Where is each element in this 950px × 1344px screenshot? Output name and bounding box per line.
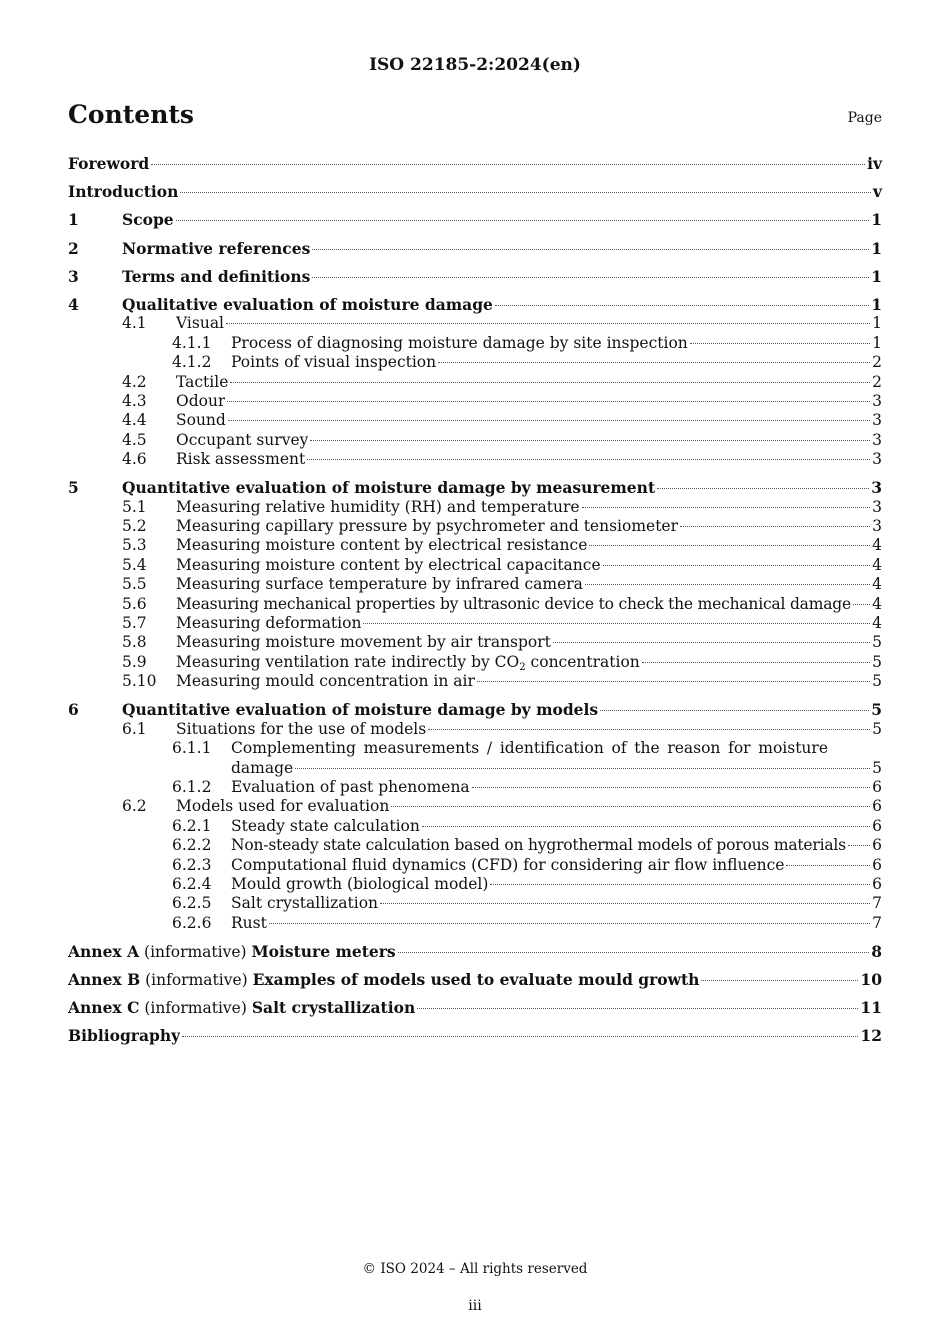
toc-entry-2[interactable] [68,239,882,258]
toc-title: Foreword [68,154,150,173]
toc-leader [312,277,869,278]
toc-leader [603,565,870,566]
toc-leader [585,584,870,585]
toc-leader [422,826,870,827]
toc-entry-introduction[interactable] [68,182,882,201]
toc-page: 4 [872,594,882,613]
toc-page: 4 [872,555,882,574]
toc-number: 2 [68,238,79,258]
annex-label: Annex B [68,970,141,990]
toc-number: 6.2 [122,797,147,816]
toc-page: 4 [872,575,882,594]
toc-number: 5.10 [122,672,157,691]
toc-number: 1 [68,210,79,230]
toc-page: 5 [872,672,882,691]
toc-title: Odour [176,391,226,410]
toc-page: 3 [872,450,882,469]
toc-entry-6-2-1[interactable] [68,817,882,836]
toc-page: 1 [871,210,882,230]
toc-title: Measuring moisture content by electrical resistance [176,536,588,555]
toc-title: Measuring mechanical properties by ultrasonic device to check the mechanical damage [176,594,851,613]
toc-title: Models used for evaluation [176,797,390,816]
toc-title: Salt crystallization [251,998,416,1018]
toc-leader [786,865,870,866]
toc-entry-6-2-3[interactable] [68,856,882,875]
toc-title: Risk assessment [176,450,306,469]
toc-page: v [872,182,882,202]
toc-number: 6.2.1 [172,816,212,835]
toc-title-part: concentration [525,652,640,671]
toc-leader [477,681,870,682]
toc-entry-4[interactable] [68,295,882,314]
toc-title: Salt crystallization [231,894,379,913]
toc-leader [490,884,870,885]
toc-leader [600,710,869,711]
toc-entry-5-5[interactable] [68,575,882,594]
toc-number: 5.6 [122,594,147,613]
toc-page: 5 [872,652,882,671]
toc-entry-5-1[interactable] [68,498,882,517]
toc-entry-5-8[interactable] [68,633,882,652]
toc-number: 4.1.1 [172,333,212,352]
toc-page: 1 [872,314,882,333]
toc-page: 5 [872,758,882,777]
toc-number: 5.3 [122,536,147,555]
toc-leader [657,488,869,489]
toc-page: 1 [871,294,882,314]
toc-leader [182,1036,858,1037]
toc-page: 7 [872,894,882,913]
toc-entry-4-1[interactable] [68,314,882,333]
toc-entry-5[interactable] [68,478,882,497]
toc-number: 5.1 [122,497,147,516]
toc-leader [226,323,870,324]
toc-entry-5-3[interactable] [68,536,882,555]
toc-entry-annex-b[interactable] [68,970,882,989]
toc-title: Scope [122,210,174,230]
toc-leader [391,806,870,807]
toc-number: 4.5 [122,430,147,449]
toc-title: Quantitative evaluation of moisture damage by measurement [122,478,656,498]
toc-entry-4-5[interactable] [68,431,882,450]
toc-entry-annex-a[interactable] [68,942,882,961]
toc-page: iv [867,154,882,173]
toc-entry-6-2-5[interactable] [68,894,882,913]
toc-entry-5-10[interactable] [68,672,882,691]
toc-title: Points of visual inspection [231,353,437,372]
toc-title: Situations for the use of models [176,719,427,738]
toc-page: 5 [872,719,882,738]
toc-page: 2 [872,353,882,372]
toc-page: 7 [872,913,882,932]
toc-entry-foreword[interactable] [68,154,882,173]
page-number: iii [468,1298,482,1314]
toc-page: 3 [872,391,882,410]
toc-leader [312,249,869,250]
toc-leader [180,192,871,193]
toc-leader [269,923,870,924]
toc-page: 6 [872,816,882,835]
toc-leader [398,952,870,953]
toc-number: 6.2.3 [172,855,212,874]
toc-page: 4 [872,536,882,555]
toc-entry-4-3[interactable] [68,392,882,411]
document-id-header: ISO 22185-2:2024(en) [369,55,581,75]
annex-label: Annex A [68,941,140,961]
toc-page: 3 [872,430,882,449]
toc-number: 5.9 [122,652,147,671]
toc-title: Measuring relative humidity (RH) and temperature [176,497,580,516]
toc-page: 10 [860,970,882,990]
copyright-footer: © ISO 2024 – All rights reserved [362,1261,588,1277]
co2-subscript: 2 [519,661,526,673]
toc-number: 5.8 [122,633,147,652]
toc-number: 6.2.6 [172,913,212,932]
toc-entry-5-7[interactable] [68,614,882,633]
toc-title: Steady state calculation [231,816,420,835]
toc-leader [380,903,870,904]
toc-leader [582,507,871,508]
toc-entry-5-6[interactable] [68,595,882,614]
toc-page: 3 [871,478,882,498]
toc-page: 5 [872,633,882,652]
toc-page: 3 [872,411,882,430]
toc-title: Moisture meters [251,941,396,961]
toc-number: 6 [68,700,79,720]
toc-page: 6 [872,836,882,855]
toc-entry-6-2[interactable] [68,797,882,816]
toc-leader [848,845,870,846]
toc-title: Measuring moisture movement by air transport [176,633,551,652]
toc-number: 5.5 [122,575,147,594]
toc-title: Evaluation of past phenomena [231,777,470,796]
toc-leader [438,362,870,363]
toc-leader [680,526,870,527]
annex-label: Annex C [68,998,140,1018]
annex-informative: (informative) [139,999,252,1018]
toc-title: Examples of models used to evaluate mould growth [252,970,700,990]
toc-leader [495,305,869,306]
toc-title-part: Measuring ventilation rate indirectly by CO [176,652,520,671]
toc-page: 6 [872,855,882,874]
toc-title: Measuring capillary pressure by psychrometer and tensiometer [176,517,679,536]
toc-title: Computational fluid dynamics (CFD) for considering air flow influence [231,855,785,874]
toc-number: 6.2.4 [172,874,212,893]
toc-page: 3 [872,517,882,536]
toc-title: Normative references [122,238,311,258]
toc-entry-4-4[interactable] [68,411,882,430]
toc-entry-5-2[interactable] [68,517,882,536]
toc-number: 4.1 [122,314,147,333]
toc-leader [176,220,870,221]
toc-leader [227,401,870,402]
toc-entry-6-2-4[interactable] [68,875,882,894]
toc-leader [310,440,870,441]
toc-number: 5 [68,478,79,498]
toc-leader [428,729,870,730]
toc-title: Qualitative evaluation of moisture damage [122,294,493,314]
toc-leader [417,1008,858,1009]
annex-informative: (informative) [140,971,253,990]
toc-page: 5 [871,700,882,720]
toc-title: Process of diagnosing moisture damage by site inspection [231,333,688,352]
page-column-label: Page [847,110,882,126]
toc-number: 6.1 [122,719,147,738]
toc-leader [553,642,870,643]
toc-leader [642,662,870,663]
toc-entry-3[interactable] [68,267,882,286]
toc-number: 6.2.5 [172,894,212,913]
toc-page: 8 [871,941,882,961]
toc-leader [690,343,870,344]
toc-leader [589,545,870,546]
toc-entry-annex-c[interactable] [68,998,882,1017]
toc-title: Visual [176,314,225,333]
toc-entry-bibliography[interactable] [68,1026,882,1045]
toc-leader [701,980,858,981]
toc-entry-4-1-1[interactable] [68,334,882,353]
toc-title: Sound [176,411,226,430]
toc-entry-6-2-6[interactable] [68,914,882,933]
toc-leader [472,787,870,788]
toc-page: 4 [872,613,882,632]
toc-entry-4-6[interactable] [68,450,882,469]
toc-entry-6-1-1[interactable] [68,739,882,778]
toc-number: 4.4 [122,411,147,430]
toc-leader [230,382,870,383]
toc-number: 6.1.2 [172,777,212,796]
toc-page: 6 [872,797,882,816]
toc-page: 3 [872,497,882,516]
toc-number: 4.2 [122,372,147,391]
toc-leader [853,604,870,605]
toc-title: Introduction [68,182,179,202]
toc-title: Measuring moisture content by electrical capacitance [176,555,601,574]
toc-leader [151,164,865,165]
toc-leader [363,623,870,624]
toc-number: 4.3 [122,391,147,410]
toc-title: Bibliography [68,1026,181,1046]
toc-entry-5-4[interactable] [68,556,882,575]
toc-title: Terms and definitions [122,266,311,286]
toc-page: 1 [871,266,882,286]
toc-number: 3 [68,266,79,286]
toc-leader [307,459,870,460]
toc-title: Quantitative evaluation of moisture damage by models [122,700,599,720]
toc-title: Non-steady state calculation based on hygrothermal models of porous materials [231,836,846,855]
toc-title: Occupant survey [176,430,309,449]
toc-page: 1 [872,333,882,352]
toc-title: Mould growth (biological model) [231,874,489,893]
toc-number: 5.4 [122,555,147,574]
toc-title-line2: damage [231,758,294,777]
toc-leader [295,768,870,769]
toc-page: 1 [871,238,882,258]
toc-number: 4 [68,294,79,314]
toc-page: 12 [860,1026,882,1046]
toc-number: 4.1.2 [172,353,212,372]
toc-entry-4-2[interactable] [68,373,882,392]
toc-title-line1: Complementing measurements / identification of the reason for moisture [231,739,828,758]
toc-entry-1[interactable] [68,210,882,229]
toc-title: Measuring deformation [176,613,362,632]
toc-page: 6 [872,874,882,893]
toc-entry-6-1[interactable] [68,720,882,739]
table-of-contents [68,154,882,1046]
toc-leader [228,420,870,421]
toc-title: Tactile [176,372,229,391]
toc-entry-6[interactable] [68,700,882,719]
toc-entry-5-9[interactable] [68,653,882,672]
annex-informative: (informative) [139,942,252,961]
toc-title: Measuring mould concentration in air [176,672,475,691]
toc-page: 6 [872,777,882,796]
toc-number: 4.6 [122,450,147,469]
toc-number: 5.7 [122,613,147,632]
toc-page: 11 [860,998,882,1018]
toc-entry-4-1-2[interactable] [68,353,882,372]
toc-entry-6-1-2[interactable] [68,778,882,797]
toc-number: 5.2 [122,517,147,536]
toc-entry-6-2-2[interactable] [68,836,882,855]
contents-title: Contents [68,100,195,129]
toc-title: Rust [231,913,267,932]
toc-title [176,653,640,672]
toc-title: Measuring surface temperature by infrared camera [176,575,583,594]
toc-number: 6.2.2 [172,836,212,855]
toc-number: 6.1.1 [172,739,212,758]
toc-page: 2 [872,372,882,391]
